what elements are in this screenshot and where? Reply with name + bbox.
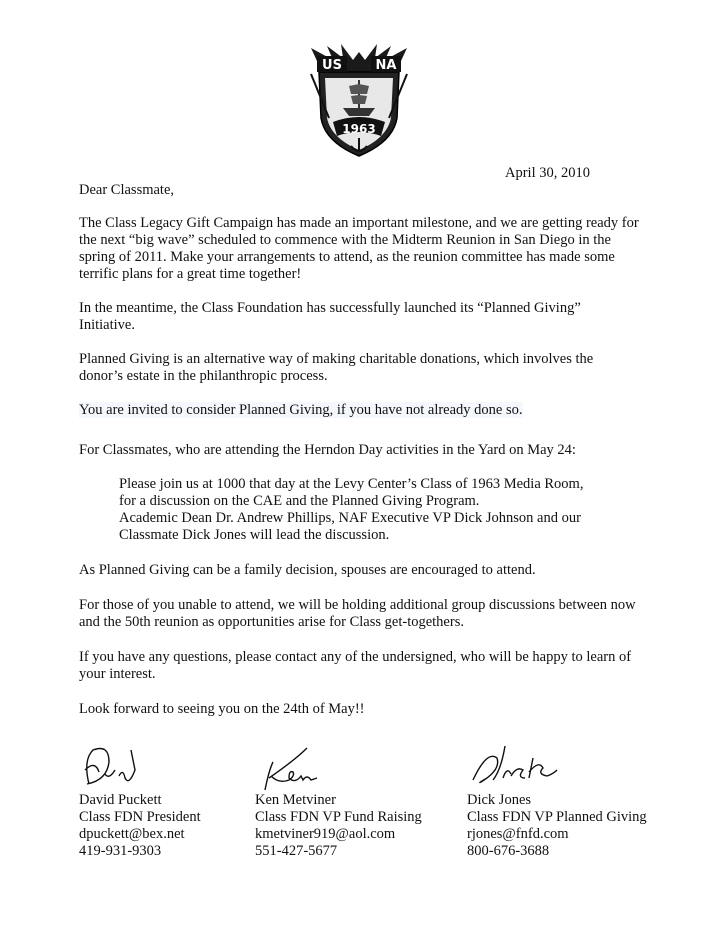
class-crest-logo	[303, 38, 415, 166]
signer-metviner	[255, 740, 422, 860]
signer-phone: 551-427-5677	[255, 843, 338, 859]
signer-email: kmetviner919@aol.com	[255, 826, 396, 842]
signature-puckett	[79, 740, 199, 792]
paragraph-planned-giving-definition: Planned Giving is an alternative way of making charitable donations, which involves the donor’s estate in the philanthropic process.	[79, 351, 594, 384]
paragraph-spouses: As Planned Giving can be a family decision, spouses are encouraged to attend.	[79, 562, 536, 578]
signature-metviner	[255, 740, 375, 792]
signer-email: dpuckett@bex.net	[79, 826, 185, 842]
signer-phone: 800-676-3688	[467, 843, 550, 859]
signer-jones	[467, 740, 647, 860]
crest-year: 1963	[342, 122, 376, 136]
signer-email: rjones@fnfd.com	[467, 826, 569, 842]
signer-title: Class FDN VP Fund Raising	[255, 809, 422, 825]
meeting-line-2: for a discussion on the CAE and the Planned Giving Program.	[119, 493, 480, 509]
signer-title: Class FDN President	[79, 809, 201, 825]
letter-date: April 30, 2010	[505, 165, 590, 181]
signature-block	[79, 740, 679, 870]
paragraph-campaign: The Class Legacy Gift Campaign has made an important milestone, and we are getting ready for the next “big wave” scheduled to commence with the Midterm Reunion in San Diego in the spring of 2011. Make your arrangements to attend, as the reunion committee has made some terrific plans for a great time together!	[79, 215, 639, 282]
meeting-line-1: Please join us at 1000 that day at the Levy Center’s Class of 1963 Media Room,	[119, 476, 584, 492]
salutation: Dear Classmate,	[79, 182, 175, 198]
signer-name: Ken Metviner	[255, 792, 336, 808]
paragraph-invitation	[79, 402, 639, 419]
signer-phone: 419-931-9303	[79, 843, 162, 859]
meeting-details	[119, 476, 639, 544]
paragraph-closing: Look forward to seeing you on the 24th of May!!	[79, 701, 365, 717]
signer-name: David Puckett	[79, 792, 162, 808]
paragraph-questions: If you have any questions, please contact any of the undersigned, who will be happy to learn of your interest.	[79, 649, 632, 682]
signer-title: Class FDN VP Planned Giving	[467, 809, 647, 825]
signer-puckett	[79, 740, 201, 860]
paragraph-planned-giving-launch: In the meantime, the Class Foundation has successfully launched its “Planned Giving” Initiative.	[79, 300, 581, 333]
meeting-line-3: Academic Dean Dr. Andrew Phillips, NAF Executive VP Dick Johnson and our	[119, 510, 581, 526]
crest-letters-left: US	[322, 58, 342, 73]
signature-jones	[467, 740, 587, 792]
letter-body	[79, 182, 639, 735]
paragraph-herndon-day: For Classmates, who are attending the Herndon Day activities in the Yard on May 24:	[79, 442, 576, 458]
crest-letters-right: NA	[375, 58, 397, 73]
invitation-text: You are invited to consider Planned Giving, if you have not already done so.	[79, 402, 523, 418]
meeting-line-4: Classmate Dick Jones will lead the discussion.	[119, 527, 390, 543]
paragraph-additional-discussions: For those of you unable to attend, we will be holding additional group discussions between now and the 50th reunion as opportunities arise for Class get-togethers.	[79, 597, 636, 630]
signer-name: Dick Jones	[467, 792, 532, 808]
